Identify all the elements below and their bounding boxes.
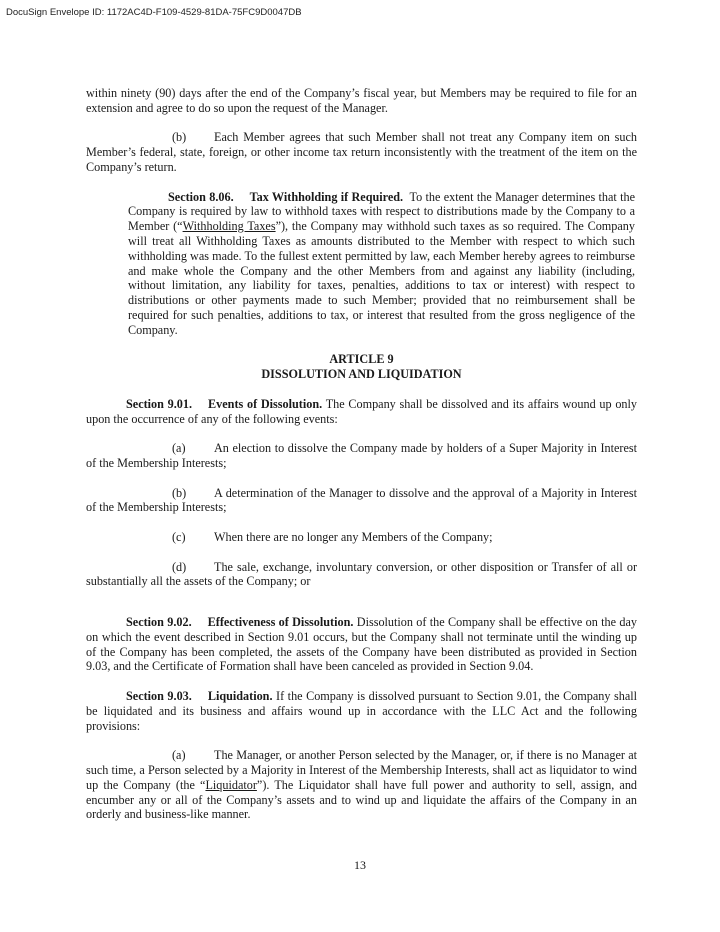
item-label: (b) <box>172 485 187 500</box>
page-number: 13 <box>354 858 366 872</box>
item-label: (d) <box>172 559 187 574</box>
item-label: (a) <box>172 441 186 456</box>
item-label: (c) <box>172 529 186 544</box>
defined-term: Withholding Taxes <box>182 219 276 234</box>
section-text: If the Company is dissolved pursuant to Section 9.01, the Company shall be liquidated and its business and affairs wound up in accordance with the LLC Act and the following provisions: <box>86 689 637 733</box>
item-text: When there are no longer any Members of the Company; <box>214 529 493 544</box>
section-9-03 <box>86 689 637 733</box>
section-text: Dissolution of the Company shall be effective on the day on which the event described in Section 9.01 occurs, but the Company shall not terminate until the winding up of the Company has been completed, the assets of the Company have been distributed as provided in Section 9.03, and the Certificate of Formation shall have been canceled as provided in Section 9.04. <box>86 615 637 674</box>
list-item <box>86 530 637 545</box>
defined-term: Liquidator <box>205 777 257 792</box>
paragraph-8-05-b <box>86 130 637 174</box>
section-number: Section 9.03. <box>126 689 192 704</box>
item-text: The Manager, or another Person selected by the Manager, or, if there is no Manager at such time, a Person selected by a Majority in Interest of the Membership Interests, shall act as liquidator to wind up the Company (the “ <box>86 748 637 792</box>
continuation-paragraph: within ninety (90) days after the end of the Company’s fiscal year, but Members may be required to file for an extension and agree to do so upon the request of the Manager. <box>86 86 637 115</box>
list-item <box>86 441 637 471</box>
item-text: Each Member agrees that such Member shall not treat any Company item on such Member’s federal, state, foreign, or other income tax return inconsistently with the treatment of the item on the Company’s return. <box>86 130 637 174</box>
section-text: To the extent the Manager determines that the Company is required by law to withhold taxes with respect to distributions made by the Company to a Member (“ <box>128 189 635 234</box>
section-title: Liquidation. <box>207 689 273 704</box>
item-text: A determination of the Manager to dissolve and the approval of a Majority in Interest of the Membership Interests; <box>86 485 637 515</box>
article-number: ARTICLE 9 <box>329 352 394 367</box>
section-number: Section 9.02. <box>126 615 192 630</box>
item-text: The sale, exchange, involuntary conversion, or other disposition or Transfer of all or substantially all the assets of the Company; or <box>86 559 637 589</box>
document-page <box>86 86 637 822</box>
section-8-06 <box>128 190 635 338</box>
section-text: ”), the Company may withhold such taxes as so required. The Company will treat all Withholding Taxes as amounts distributed to the Member with respect to which such withholding was made. To the fullest extent permitted by law, each Member hereby agrees to reimburse and make whole the Company and the other Members from and against any liability (including, without limitation, any liability for taxes, penalties, additions to tax or interest) with respect to distributions or other payments made to such Member; provided that no reimbursement shall be required for such penalties, additions to tax, or interest that resulted from the gross negligence of the Company. <box>128 219 635 337</box>
envelope-id: DocuSign Envelope ID: 1172AC4D-F109-4529-81DA-75FC9D0047DB <box>6 7 302 18</box>
section-text: The Company shall be dissolved and its affairs wound up only upon the occurrence of any of the following events: <box>86 396 637 426</box>
item-label: (a) <box>172 748 186 763</box>
list-item <box>86 486 637 516</box>
item-label: (b) <box>172 130 187 145</box>
section-9-02 <box>86 615 637 674</box>
paragraph-9-03-a <box>86 748 637 822</box>
list-item <box>86 560 637 590</box>
item-text: ”). The Liquidator shall have full power and authority to sell, assign, and encumber any or all of the Company’s assets and to wind up and liquidate the affairs of the Company in an orderly and business-like manner. <box>86 777 638 822</box>
item-text: An election to dissolve the Company made by holders of a Super Majority in Interest of the Membership Interests; <box>86 441 637 470</box>
section-9-01 <box>86 397 637 427</box>
section-title: Tax Withholding if Required. <box>249 189 404 204</box>
section-number: Section 8.06. <box>168 189 234 204</box>
section-title: Effectiveness of Dissolution. <box>207 615 354 630</box>
section-title: Events of Dissolution. <box>208 396 323 411</box>
section-number: Section 9.01. <box>126 396 193 411</box>
article-title: DISSOLUTION AND LIQUIDATION <box>261 367 462 382</box>
